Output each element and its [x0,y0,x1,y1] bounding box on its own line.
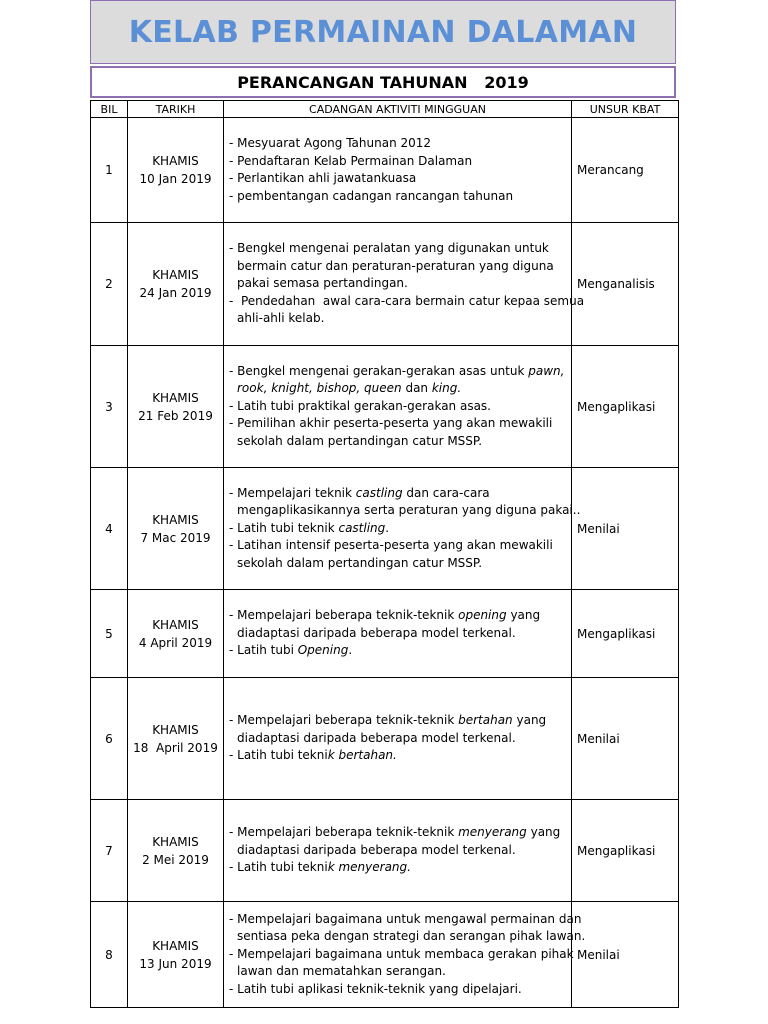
activity-line [229,712,567,730]
row-number: 2 [91,223,128,346]
table-row [91,468,679,590]
activity-text: opening [458,608,507,623]
activity-line [229,555,567,573]
date-label: 2 Mei 2019 [142,852,209,867]
activity-line [229,520,567,538]
table-row [91,678,679,800]
activity-text: king. [431,381,462,396]
activity-line [229,135,567,153]
row-number: 3 [91,346,128,468]
activity-line [229,946,574,964]
activity-text: pawn, [528,363,565,378]
date-label: 13 Jun 2019 [139,956,212,971]
date-cell [128,468,224,590]
activity-line [229,363,567,381]
activity-line [229,240,567,258]
activity-text: sentiasa peka dengan strategi dan serangan pihak lawan. [237,929,586,944]
activity-text: - Mempelajari bagaimana untuk mengawal permainan dan [229,911,582,926]
activity-text: mengaplikasikannya serta peraturan yang diguna pakai.. [237,503,581,518]
activity-text: - Latihan intensif peserta-peserta yang akan mewakili [229,538,553,553]
date-label: 18 April 2019 [133,740,218,755]
activity-line [229,824,567,842]
activity-line [229,842,567,860]
plan-title-banner [90,66,676,98]
activity-line [229,981,567,999]
activity-line [229,380,567,398]
table-row [91,346,679,468]
activity-line [229,258,567,276]
activity-text: pakai semasa pertandingan. [237,276,408,291]
activity-text: - Latih tubi tekni [229,860,328,875]
day-label: KHAMIS [152,390,199,405]
activity-text: - Pendedahan awal cara-cara bermain catur kepaa semua [229,293,585,308]
table-row [91,118,679,223]
column-header-kbat: UNSUR KBAT [572,101,679,118]
activity-text: Opening [297,643,349,658]
kbat-cell: Menilai [572,678,679,800]
activity-text: castling [355,485,403,500]
activity-line [229,911,582,929]
kbat-cell: Menilai [572,468,679,590]
activity-line [229,730,567,748]
activity-line [229,188,567,206]
date-cell [128,118,224,223]
activity-text: - Bengkel mengenai gerakan-gerakan asas untuk [229,363,529,378]
activity-cell [224,346,572,468]
activity-text: bermain catur dan peraturan-peraturan yang diguna [237,258,554,273]
activity-text: - Perlantikan ahli jawatankuasa [229,171,417,185]
activity-text: . [348,643,353,658]
activity-text: rook, knight, bishop, queen [237,381,402,396]
activity-line [229,275,567,293]
activity-line [229,153,567,171]
table-row [91,800,679,902]
date-cell [128,223,224,346]
activity-text: dan [401,381,432,396]
kbat-cell: Menganalisis [572,223,679,346]
activity-text: - Pendaftaran Kelab Permainan Dalaman [229,153,473,168]
activity-text: - Mempelajari teknik [229,485,356,500]
activity-line [229,859,567,877]
activity-text: - Latih tubi [229,643,298,658]
activity-text: - Latih tubi teknik [229,520,339,535]
activity-cell [224,800,572,902]
activity-text: diadaptasi daripada beberapa model terkenal. [237,625,516,640]
row-number: 1 [91,118,128,223]
day-label: KHAMIS [152,512,199,527]
activity-text: - Mempelajari bagaimana untuk membaca gerakan pihak [229,946,574,961]
plan-title: PERANCANGAN TAHUNAN 2019 [237,72,529,92]
activity-line [229,502,581,520]
activity-cell [224,902,586,1008]
activity-line [229,963,567,981]
activity-text: diadaptasi daripada beberapa model terkenal. [237,730,516,745]
activity-text: yang [526,825,561,840]
row-number: 8 [91,902,128,1008]
date-label: 7 Mac 2019 [140,530,211,545]
activity-text: yang [506,608,541,623]
activity-text: bertahan [458,713,513,728]
column-header-bil: BIL [91,101,128,118]
activity-text: diadaptasi daripada beberapa model terkenal. [237,842,516,857]
annual-plan-table [90,100,679,1008]
date-cell [128,590,224,678]
activity-line [229,747,567,765]
kbat-cell: Mengaplikasi [572,590,679,678]
activity-line [229,607,567,625]
activity-text: ahli-ahli kelab. [237,311,325,326]
activity-text: sekolah dalam pertandingan catur MSSP. [237,433,483,448]
activity-text: dan cara-cara [402,485,490,500]
day-label: KHAMIS [152,834,199,849]
activity-text: - pembentangan cadangan rancangan tahunan [229,188,514,203]
activity-text: lawan dan mematahkan serangan. [237,964,446,979]
day-label: KHAMIS [152,154,199,168]
activity-text: . [385,520,390,535]
table-header-row [91,101,679,118]
activity-text: - Latih tubi aplikasi teknik-teknik yang dipelajari. [229,981,522,996]
row-number: 7 [91,800,128,902]
activity-line [229,398,567,416]
date-label: 24 Jan 2019 [139,286,212,300]
activity-text: - Mempelajari beberapa teknik-teknik [229,713,459,728]
activity-line [229,170,567,188]
row-number: 6 [91,678,128,800]
activity-text: - Bengkel mengenai peralatan yang digunakan untuk [229,241,549,256]
row-number: 5 [91,590,128,678]
club-title: KELAB PERMAINAN DALAMAN [128,14,638,50]
activity-text: k menyerang. [327,860,411,875]
activity-line [229,433,567,451]
activity-line [229,485,567,503]
activity-line [229,293,585,311]
date-cell [128,800,224,902]
activity-text: k bertahan. [327,748,397,763]
table-row [91,223,679,346]
activity-cell [224,468,581,590]
date-label: 10 Jan 2019 [139,172,212,186]
day-label: KHAMIS [152,722,199,737]
kbat-cell: Menilai [572,902,679,1008]
kbat-cell: Mengaplikasi [572,800,679,902]
activity-text: - Mempelajari beberapa teknik-teknik [229,825,459,840]
table-body [91,118,679,1008]
date-cell [128,346,224,468]
row-number: 4 [91,468,128,590]
activity-line [229,625,567,643]
kbat-cell: Mengaplikasi [572,346,679,468]
date-cell [128,902,224,1008]
activity-cell [224,678,572,800]
activity-text: yang [512,713,547,728]
activity-cell [224,223,585,346]
activity-text: - Mempelajari beberapa teknik-teknik [229,608,459,623]
table-row [91,902,679,1008]
activity-text: - Latih tubi praktikal gerakan-gerakan asas. [229,398,491,413]
day-label: KHAMIS [152,617,199,632]
column-header-tarikh: TARIKH [128,101,224,118]
activity-text: menyerang [458,825,527,840]
activity-line [229,928,586,946]
table-row [91,590,679,678]
kbat-cell: Merancang [572,118,679,223]
date-label: 4 April 2019 [138,635,213,650]
activity-text: sekolah dalam pertandingan catur MSSP. [237,555,483,570]
date-label: 21 Feb 2019 [138,408,213,423]
day-label: KHAMIS [152,938,199,953]
activity-line [229,310,567,328]
activity-text: - Latih tubi tekni [229,748,328,763]
date-cell [128,678,224,800]
activity-line [229,415,567,433]
activity-line [229,642,567,660]
day-label: KHAMIS [152,268,199,282]
activity-text: castling [338,520,386,535]
column-header-aktiviti: CADANGAN AKTIVITI MINGGUAN [224,101,572,118]
activity-text: - Mesyuarat Agong Tahunan 2012 [229,136,432,150]
activity-text: - Pemilihan akhir peserta-peserta yang akan mewakili [229,416,553,431]
activity-cell [224,118,572,223]
activity-cell [224,590,572,678]
club-title-banner [90,0,676,64]
activity-line [229,537,567,555]
